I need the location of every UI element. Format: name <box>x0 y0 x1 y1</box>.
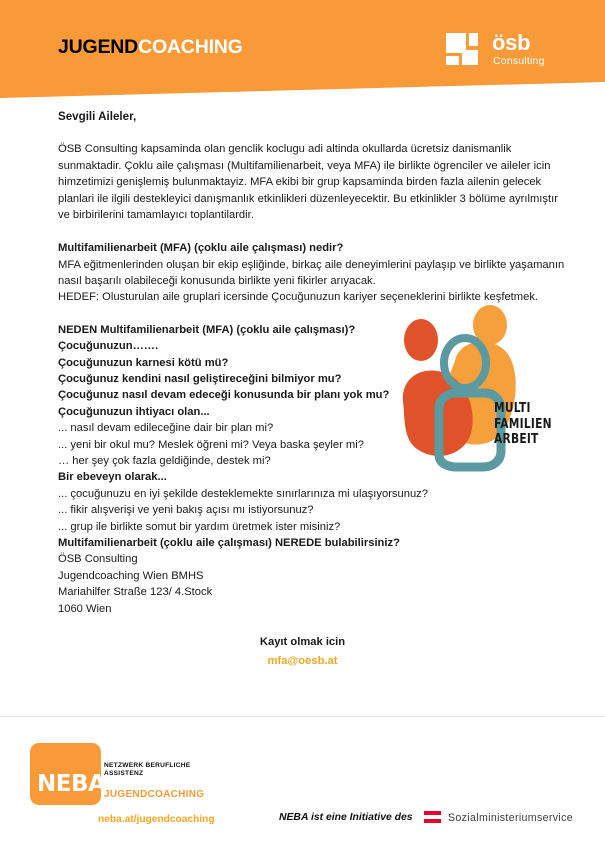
neba-logo-word: NEBA <box>37 771 106 797</box>
header-wordmark <box>58 36 243 59</box>
osb-logo-word: ösb <box>492 30 531 55</box>
header-wordmark-light: COACHING <box>138 36 243 58</box>
multi-familien-arbeit-logo <box>393 303 578 483</box>
address-line: Mariahilfer Straße 123/ 4.Stock <box>58 586 213 599</box>
osb-square-c <box>446 56 459 65</box>
why-question: Çocuğunuzun karnesi kötü mü? <box>58 356 229 369</box>
why-answer: ... yeni bir okul mu? Meslek öğreni mi? Veya baska şeyler mi? <box>58 438 364 451</box>
mfa-logo-text <box>494 401 552 448</box>
parent-question: ... çocuğunuzu en iyi şekilde desteklemekte sınırlarınıza mi ulaşıyorsunuz? <box>58 487 428 500</box>
why-heading: NEDEN Multifamilienarbeit (MFA) (çoklu aile çalışması)? <box>58 323 356 336</box>
osb-consulting-logo <box>446 30 566 75</box>
why-answer: ... nasıl devam edileceğine dair bir plan mi? <box>58 422 274 435</box>
parent-question: ... fikir alışverişi ve yeni bakış açısı mı istiyorsunuz? <box>58 504 314 517</box>
neba-program-label: JUGENDCOACHING <box>104 789 205 800</box>
address-line: 1060 Wien <box>58 602 112 615</box>
intro-paragraph: ÖSB Consulting kapsaminda olan genclik koclugu adi altinda okullarda ücretsiz danismanlik sunmaktadir. Çoklu aile çalışması (Multifamilienarbeit, veya MFA) ile birlikte ögrenciler ve aileler icin himzetimizi genişlemiş bulunmaktayiz. MFA ekibi bir grup kapsaminda birden fazla ailenin gelecek planlari ile ilgili destekleyici danışmanlık etkinlikleri düzenleyecektir. Bu etkinlikler 3 bölüme ayrılmıştır ve birbirilerini tamamlayıcı toplantilardir. <box>58 143 558 222</box>
mfa-logo-line-2: FAMILIEN <box>494 416 552 432</box>
osb-square-b <box>469 33 478 46</box>
what-is-heading: Multifamilienarbeit (MFA) (çoklu aile çalışması) nedir? <box>58 241 344 254</box>
why-question: Çocuğunuzun……. <box>58 340 159 353</box>
family-figures-icon <box>393 303 578 483</box>
osb-squares-icon <box>446 33 484 71</box>
parent-heading: Bir ebeveyn olarak... <box>58 471 167 484</box>
flag-bar-top <box>424 811 441 815</box>
osb-square-d <box>462 50 478 65</box>
what-is-line-1: MFA eğitmenlerinden oluşan bir ekip eşliğinde, birkaç aile deneyimlerini paylaşıp ve birlikte yaşamanın nasıl başarılı olabileceği konusunda birlikte yeni fikirler arıyacak. <box>58 258 565 287</box>
footer-divider <box>0 716 605 717</box>
mfa-logo-line-3: ARBEIT <box>494 432 539 447</box>
flag-bar-bottom <box>424 819 441 823</box>
signup-title: Kayıt olmak icin <box>259 636 346 648</box>
initiative-text: NEBA ist eine Initiative des <box>279 812 413 823</box>
neba-website-link[interactable]: neba.at/jugendcoaching <box>98 814 215 825</box>
why-question: Çocuğunuz nasıl devam edeceği konusunda bir planı yok mu? <box>58 389 390 402</box>
parent-question: ... grup ile birlikte somut bir yardım üretmek ister misiniz? <box>58 520 341 533</box>
neba-network-line-2: ASSISTENZ <box>104 770 144 778</box>
where-heading: Multifamilienarbeit (çoklu aile çalışması) NEREDE bulabilirsiniz? <box>58 537 400 550</box>
what-is-line-2: HEDEF: Olusturulan aile gruplari icersinde Çocuğunuzun kariyer seçeneklerini birlikte keşfetmek. <box>58 291 539 304</box>
address-line: ÖSB Consulting <box>58 553 138 566</box>
why-question: Çocuğunuz kendini nasıl geliştireceğini bilmiyor mu? <box>58 373 342 385</box>
mfa-logo-line-1: MULTI <box>494 401 531 416</box>
neba-network-tagline <box>104 762 190 779</box>
why-answer: … her şey çok fazla geldiğinde, destek mi? <box>58 455 271 468</box>
neba-logo <box>30 743 106 805</box>
why-question: Çocuğunuzun ihtiyacı olan... <box>58 405 210 418</box>
address-line: Jugendcoaching Wien BMHS <box>58 569 204 582</box>
neba-network-line-1: NETZWERK BERUFLICHE <box>104 762 191 769</box>
signup-block <box>0 636 605 669</box>
header-wordmark-bold: JUGEND <box>58 36 139 58</box>
osb-logo-subtitle: Consulting <box>493 55 545 67</box>
austrian-flag-icon <box>424 810 441 824</box>
sozialministeriumservice-label: Sozialministeriumservice <box>448 812 573 824</box>
signup-email-link[interactable]: mfa@oesb.at <box>267 655 338 667</box>
greeting: Sevgili Aileler, <box>58 110 137 123</box>
